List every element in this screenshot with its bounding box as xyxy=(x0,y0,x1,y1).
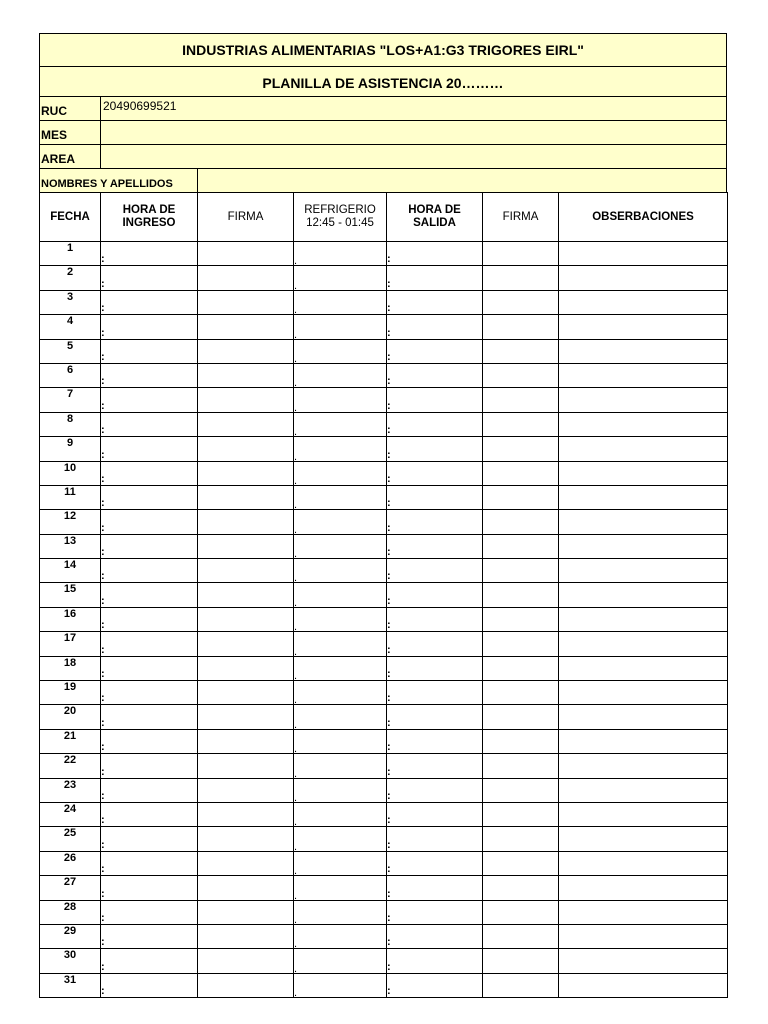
table-row xyxy=(40,729,728,753)
firma-salida-cell[interactable] xyxy=(483,656,559,680)
firma-ingreso-cell[interactable] xyxy=(198,754,294,778)
refrigerio-cell[interactable]: . xyxy=(294,827,387,851)
table-row xyxy=(40,583,728,607)
day-number: 9 xyxy=(40,437,101,461)
hora-ingreso-cell[interactable]: : xyxy=(101,754,198,778)
refrigerio-cell[interactable]: . xyxy=(294,632,387,656)
observaciones-cell[interactable] xyxy=(559,949,728,973)
day-number: 11 xyxy=(40,485,101,509)
col-fecha: FECHA xyxy=(40,193,101,242)
day-number: 13 xyxy=(40,534,101,558)
hora-ingreso-cell[interactable]: : xyxy=(101,851,198,875)
firma-salida-cell[interactable] xyxy=(483,339,559,363)
refrigerio-cell[interactable]: . xyxy=(294,534,387,558)
firma-ingreso-cell[interactable] xyxy=(198,363,294,387)
refrigerio-cell[interactable]: . xyxy=(294,973,387,997)
table-row xyxy=(40,290,728,314)
table-row xyxy=(40,900,728,924)
hora-salida-cell[interactable]: : xyxy=(387,632,483,656)
firma-salida-cell[interactable] xyxy=(483,973,559,997)
day-number: 31 xyxy=(40,973,101,997)
observaciones-cell[interactable] xyxy=(559,924,728,948)
firma-salida-cell[interactable] xyxy=(483,900,559,924)
firma-ingreso-cell[interactable] xyxy=(198,876,294,900)
observaciones-cell[interactable] xyxy=(559,388,728,412)
refrigerio-cell[interactable]: . xyxy=(294,607,387,631)
refrigerio-cell[interactable]: . xyxy=(294,559,387,583)
firma-ingreso-cell[interactable] xyxy=(198,607,294,631)
firma-salida-cell[interactable] xyxy=(483,729,559,753)
hora-salida-cell[interactable]: : xyxy=(387,681,483,705)
day-number: 29 xyxy=(40,924,101,948)
observaciones-cell[interactable] xyxy=(559,973,728,997)
firma-ingreso-cell[interactable] xyxy=(198,900,294,924)
observaciones-cell[interactable] xyxy=(559,632,728,656)
firma-salida-cell[interactable] xyxy=(483,412,559,436)
table-row xyxy=(40,339,728,363)
firma-salida-cell[interactable] xyxy=(483,802,559,826)
firma-salida-cell[interactable] xyxy=(483,949,559,973)
hora-salida-cell[interactable]: : xyxy=(387,607,483,631)
table-row xyxy=(40,851,728,875)
table-row xyxy=(40,534,728,558)
hora-ingreso-cell[interactable]: : xyxy=(101,461,198,485)
hora-salida-cell[interactable]: : xyxy=(387,802,483,826)
firma-ingreso-cell[interactable] xyxy=(198,705,294,729)
firma-salida-cell[interactable] xyxy=(483,876,559,900)
day-number: 8 xyxy=(40,412,101,436)
firma-salida-cell[interactable] xyxy=(483,461,559,485)
attendance-sheet xyxy=(39,33,727,998)
firma-ingreso-cell[interactable] xyxy=(198,851,294,875)
observaciones-cell[interactable] xyxy=(559,266,728,290)
hora-ingreso-cell[interactable]: : xyxy=(101,949,198,973)
table-row xyxy=(40,632,728,656)
firma-salida-cell[interactable] xyxy=(483,388,559,412)
table-row xyxy=(40,802,728,826)
hora-ingreso-cell[interactable]: : xyxy=(101,827,198,851)
area-value[interactable] xyxy=(101,145,726,168)
hora-ingreso-cell[interactable]: : xyxy=(101,876,198,900)
observaciones-cell[interactable] xyxy=(559,412,728,436)
refrigerio-hours: 12:45 - 01:45 xyxy=(306,217,374,229)
refrigerio-cell[interactable]: . xyxy=(294,778,387,802)
col-firma-salida: FIRMA xyxy=(483,193,559,242)
day-number: 18 xyxy=(40,656,101,680)
hora-ingreso-cell[interactable]: : xyxy=(101,559,198,583)
firma-ingreso-cell[interactable] xyxy=(198,656,294,680)
firma-salida-cell[interactable] xyxy=(483,583,559,607)
observaciones-cell[interactable] xyxy=(559,681,728,705)
refrigerio-cell[interactable]: . xyxy=(294,242,387,266)
table-row xyxy=(40,559,728,583)
firma-salida-cell[interactable] xyxy=(483,242,559,266)
table-row xyxy=(40,266,728,290)
day-number: 19 xyxy=(40,681,101,705)
area-row xyxy=(39,144,727,168)
firma-ingreso-cell[interactable] xyxy=(198,388,294,412)
firma-salida-cell[interactable] xyxy=(483,437,559,461)
firma-ingreso-cell[interactable] xyxy=(198,485,294,509)
hora-ingreso-cell[interactable]: : xyxy=(101,388,198,412)
hora-ingreso-cell[interactable]: : xyxy=(101,900,198,924)
hora-ingreso-cell[interactable]: : xyxy=(101,412,198,436)
refrigerio-cell[interactable]: . xyxy=(294,485,387,509)
col-observaciones: OBSERBACIONES xyxy=(559,193,728,242)
refrigerio-cell[interactable]: . xyxy=(294,876,387,900)
area-label: AREA xyxy=(40,145,101,168)
refrigerio-cell[interactable]: . xyxy=(294,729,387,753)
observaciones-cell[interactable] xyxy=(559,363,728,387)
hora-ingreso-cell[interactable]: : xyxy=(101,437,198,461)
firma-salida-cell[interactable] xyxy=(483,510,559,534)
firma-salida-cell[interactable] xyxy=(483,266,559,290)
company-name: INDUSTRIAS ALIMENTARIAS "LOS+A1:G3 TRIGORES EIRL" xyxy=(39,33,727,66)
observaciones-cell[interactable] xyxy=(559,437,728,461)
table-row xyxy=(40,510,728,534)
hora-ingreso-cell[interactable]: : xyxy=(101,266,198,290)
day-number: 27 xyxy=(40,876,101,900)
hora-salida-cell[interactable]: : xyxy=(387,851,483,875)
mes-value[interactable] xyxy=(101,121,726,144)
table-row xyxy=(40,949,728,973)
firma-salida-cell[interactable] xyxy=(483,851,559,875)
table-row xyxy=(40,363,728,387)
hora-salida-cell[interactable]: : xyxy=(387,315,483,339)
observaciones-cell[interactable] xyxy=(559,778,728,802)
firma-ingreso-cell[interactable] xyxy=(198,534,294,558)
firma-salida-cell[interactable] xyxy=(483,290,559,314)
hora-salida-cell[interactable]: : xyxy=(387,534,483,558)
day-number: 24 xyxy=(40,802,101,826)
firma-ingreso-cell[interactable] xyxy=(198,266,294,290)
attendance-table xyxy=(39,192,728,998)
hora-salida-cell[interactable]: : xyxy=(387,705,483,729)
observaciones-cell[interactable] xyxy=(559,802,728,826)
table-row xyxy=(40,461,728,485)
hora-ingreso-cell[interactable]: : xyxy=(101,583,198,607)
day-number: 26 xyxy=(40,851,101,875)
hora-ingreso-cell[interactable]: : xyxy=(101,363,198,387)
firma-ingreso-cell[interactable] xyxy=(198,559,294,583)
hora-salida-cell[interactable]: : xyxy=(387,363,483,387)
names-label: NOMBRES Y APELLIDOS xyxy=(40,169,198,192)
day-number: 16 xyxy=(40,607,101,631)
day-number: 25 xyxy=(40,827,101,851)
firma-ingreso-cell[interactable] xyxy=(198,973,294,997)
observaciones-cell[interactable] xyxy=(559,510,728,534)
hora-salida-cell[interactable]: : xyxy=(387,242,483,266)
day-number: 30 xyxy=(40,949,101,973)
observaciones-cell[interactable] xyxy=(559,729,728,753)
observaciones-cell[interactable] xyxy=(559,754,728,778)
hora-salida-cell[interactable]: : xyxy=(387,290,483,314)
hora-salida-cell[interactable]: : xyxy=(387,510,483,534)
day-number: 21 xyxy=(40,729,101,753)
refrigerio-cell[interactable]: . xyxy=(294,705,387,729)
table-row xyxy=(40,827,728,851)
hora-ingreso-cell[interactable]: : xyxy=(101,802,198,826)
firma-ingreso-cell[interactable] xyxy=(198,778,294,802)
col-firma-ingreso: FIRMA xyxy=(198,193,294,242)
hora-ingreso-cell[interactable]: : xyxy=(101,924,198,948)
table-row xyxy=(40,754,728,778)
hora-salida-cell[interactable]: : xyxy=(387,412,483,436)
table-row xyxy=(40,315,728,339)
hora-salida-cell[interactable]: : xyxy=(387,827,483,851)
refrigerio-cell[interactable]: . xyxy=(294,339,387,363)
firma-ingreso-cell[interactable] xyxy=(198,437,294,461)
refrigerio-label: REFRIGERIO xyxy=(304,204,376,216)
firma-salida-cell[interactable] xyxy=(483,754,559,778)
firma-salida-cell[interactable] xyxy=(483,607,559,631)
firma-salida-cell[interactable] xyxy=(483,534,559,558)
hora-salida-cell[interactable]: : xyxy=(387,485,483,509)
hora-ingreso-cell[interactable]: : xyxy=(101,242,198,266)
day-number: 22 xyxy=(40,754,101,778)
col-refrigerio xyxy=(294,193,387,242)
ruc-row xyxy=(39,96,727,120)
table-row xyxy=(40,973,728,997)
day-number: 3 xyxy=(40,290,101,314)
day-number: 10 xyxy=(40,461,101,485)
col-hora-ingreso: HORA DE INGRESO xyxy=(101,193,198,242)
table-row xyxy=(40,388,728,412)
day-number: 14 xyxy=(40,559,101,583)
firma-salida-cell[interactable] xyxy=(483,485,559,509)
hora-salida-cell[interactable]: : xyxy=(387,754,483,778)
hora-ingreso-cell[interactable]: : xyxy=(101,705,198,729)
hora-salida-cell[interactable]: : xyxy=(387,778,483,802)
firma-ingreso-cell[interactable] xyxy=(198,827,294,851)
observaciones-cell[interactable] xyxy=(559,827,728,851)
table-row xyxy=(40,437,728,461)
mes-row xyxy=(39,120,727,144)
firma-ingreso-cell[interactable] xyxy=(198,583,294,607)
firma-ingreso-cell[interactable] xyxy=(198,924,294,948)
firma-ingreso-cell[interactable] xyxy=(198,290,294,314)
refrigerio-cell[interactable]: . xyxy=(294,681,387,705)
hora-ingreso-cell[interactable]: : xyxy=(101,729,198,753)
day-number: 5 xyxy=(40,339,101,363)
hora-ingreso-cell[interactable]: : xyxy=(101,290,198,314)
names-row xyxy=(39,168,727,192)
form-title: PLANILLA DE ASISTENCIA 20……… xyxy=(39,66,727,96)
hora-ingreso-cell[interactable]: : xyxy=(101,778,198,802)
hora-salida-cell[interactable]: : xyxy=(387,729,483,753)
hora-salida-cell[interactable]: : xyxy=(387,461,483,485)
table-row xyxy=(40,485,728,509)
hora-salida-cell[interactable]: : xyxy=(387,949,483,973)
observaciones-cell[interactable] xyxy=(559,290,728,314)
firma-salida-cell[interactable] xyxy=(483,827,559,851)
day-number: 28 xyxy=(40,900,101,924)
observaciones-cell[interactable] xyxy=(559,315,728,339)
day-number: 12 xyxy=(40,510,101,534)
refrigerio-cell[interactable]: . xyxy=(294,754,387,778)
firma-ingreso-cell[interactable] xyxy=(198,510,294,534)
hora-ingreso-cell[interactable]: : xyxy=(101,510,198,534)
hora-salida-cell[interactable]: : xyxy=(387,900,483,924)
observaciones-cell[interactable] xyxy=(559,485,728,509)
refrigerio-cell[interactable]: . xyxy=(294,315,387,339)
ruc-label: RUC xyxy=(40,97,101,120)
day-number: 1 xyxy=(40,242,101,266)
hora-salida-cell[interactable]: : xyxy=(387,559,483,583)
firma-ingreso-cell[interactable] xyxy=(198,729,294,753)
hora-ingreso-cell[interactable]: : xyxy=(101,339,198,363)
col-hora-salida: HORA DE SALIDA xyxy=(387,193,483,242)
hora-ingreso-cell[interactable]: : xyxy=(101,632,198,656)
observaciones-cell[interactable] xyxy=(559,559,728,583)
firma-ingreso-cell[interactable] xyxy=(198,315,294,339)
refrigerio-cell[interactable]: . xyxy=(294,437,387,461)
hora-ingreso-cell[interactable]: : xyxy=(101,656,198,680)
hora-salida-cell[interactable]: : xyxy=(387,656,483,680)
refrigerio-cell[interactable]: . xyxy=(294,851,387,875)
day-number: 6 xyxy=(40,363,101,387)
hora-salida-cell[interactable]: : xyxy=(387,388,483,412)
firma-ingreso-cell[interactable] xyxy=(198,461,294,485)
firma-ingreso-cell[interactable] xyxy=(198,949,294,973)
day-number: 7 xyxy=(40,388,101,412)
hora-ingreso-cell[interactable]: : xyxy=(101,681,198,705)
observaciones-cell[interactable] xyxy=(559,242,728,266)
hora-salida-cell[interactable]: : xyxy=(387,973,483,997)
firma-salida-cell[interactable] xyxy=(483,559,559,583)
observaciones-cell[interactable] xyxy=(559,656,728,680)
observaciones-cell[interactable] xyxy=(559,876,728,900)
day-number: 15 xyxy=(40,583,101,607)
refrigerio-cell[interactable]: . xyxy=(294,949,387,973)
table-row xyxy=(40,924,728,948)
day-number: 2 xyxy=(40,266,101,290)
day-number: 20 xyxy=(40,705,101,729)
firma-ingreso-cell[interactable] xyxy=(198,632,294,656)
observaciones-cell[interactable] xyxy=(559,583,728,607)
hora-salida-cell[interactable]: : xyxy=(387,876,483,900)
observaciones-cell[interactable] xyxy=(559,607,728,631)
attendance-rows xyxy=(40,242,728,998)
table-row xyxy=(40,705,728,729)
mes-label: MES xyxy=(40,121,101,144)
table-row xyxy=(40,242,728,266)
firma-salida-cell[interactable] xyxy=(483,778,559,802)
names-value[interactable] xyxy=(198,169,726,192)
refrigerio-cell[interactable]: . xyxy=(294,363,387,387)
table-row xyxy=(40,681,728,705)
refrigerio-cell[interactable]: . xyxy=(294,412,387,436)
hora-ingreso-cell[interactable]: : xyxy=(101,973,198,997)
refrigerio-cell[interactable]: . xyxy=(294,802,387,826)
firma-salida-cell[interactable] xyxy=(483,705,559,729)
day-number: 4 xyxy=(40,315,101,339)
firma-ingreso-cell[interactable] xyxy=(198,681,294,705)
table-row xyxy=(40,656,728,680)
observaciones-cell[interactable] xyxy=(559,339,728,363)
hora-ingreso-cell[interactable]: : xyxy=(101,607,198,631)
firma-ingreso-cell[interactable] xyxy=(198,339,294,363)
refrigerio-cell[interactable]: . xyxy=(294,461,387,485)
firma-ingreso-cell[interactable] xyxy=(198,242,294,266)
ruc-value[interactable]: 20490699521 xyxy=(103,99,177,113)
refrigerio-cell[interactable]: . xyxy=(294,266,387,290)
observaciones-cell[interactable] xyxy=(559,900,728,924)
hora-ingreso-cell[interactable]: : xyxy=(101,485,198,509)
table-row xyxy=(40,876,728,900)
firma-salida-cell[interactable] xyxy=(483,315,559,339)
refrigerio-cell[interactable]: . xyxy=(294,656,387,680)
refrigerio-cell[interactable]: . xyxy=(294,290,387,314)
observaciones-cell[interactable] xyxy=(559,534,728,558)
refrigerio-cell[interactable]: . xyxy=(294,583,387,607)
observaciones-cell[interactable] xyxy=(559,461,728,485)
refrigerio-cell[interactable]: . xyxy=(294,510,387,534)
hora-salida-cell[interactable]: : xyxy=(387,924,483,948)
table-row xyxy=(40,778,728,802)
hora-salida-cell[interactable]: : xyxy=(387,266,483,290)
firma-ingreso-cell[interactable] xyxy=(198,802,294,826)
firma-salida-cell[interactable] xyxy=(483,632,559,656)
day-number: 23 xyxy=(40,778,101,802)
refrigerio-cell[interactable]: . xyxy=(294,924,387,948)
table-header-row xyxy=(40,193,728,242)
firma-salida-cell[interactable] xyxy=(483,681,559,705)
table-row xyxy=(40,607,728,631)
observaciones-cell[interactable] xyxy=(559,705,728,729)
table-row xyxy=(40,412,728,436)
firma-salida-cell[interactable] xyxy=(483,924,559,948)
hora-ingreso-cell[interactable]: : xyxy=(101,315,198,339)
hora-salida-cell[interactable]: : xyxy=(387,339,483,363)
hora-salida-cell[interactable]: : xyxy=(387,583,483,607)
hora-salida-cell[interactable]: : xyxy=(387,437,483,461)
day-number: 17 xyxy=(40,632,101,656)
refrigerio-cell[interactable]: . xyxy=(294,388,387,412)
hora-ingreso-cell[interactable]: : xyxy=(101,534,198,558)
firma-salida-cell[interactable] xyxy=(483,363,559,387)
firma-ingreso-cell[interactable] xyxy=(198,412,294,436)
refrigerio-cell[interactable]: . xyxy=(294,900,387,924)
observaciones-cell[interactable] xyxy=(559,851,728,875)
